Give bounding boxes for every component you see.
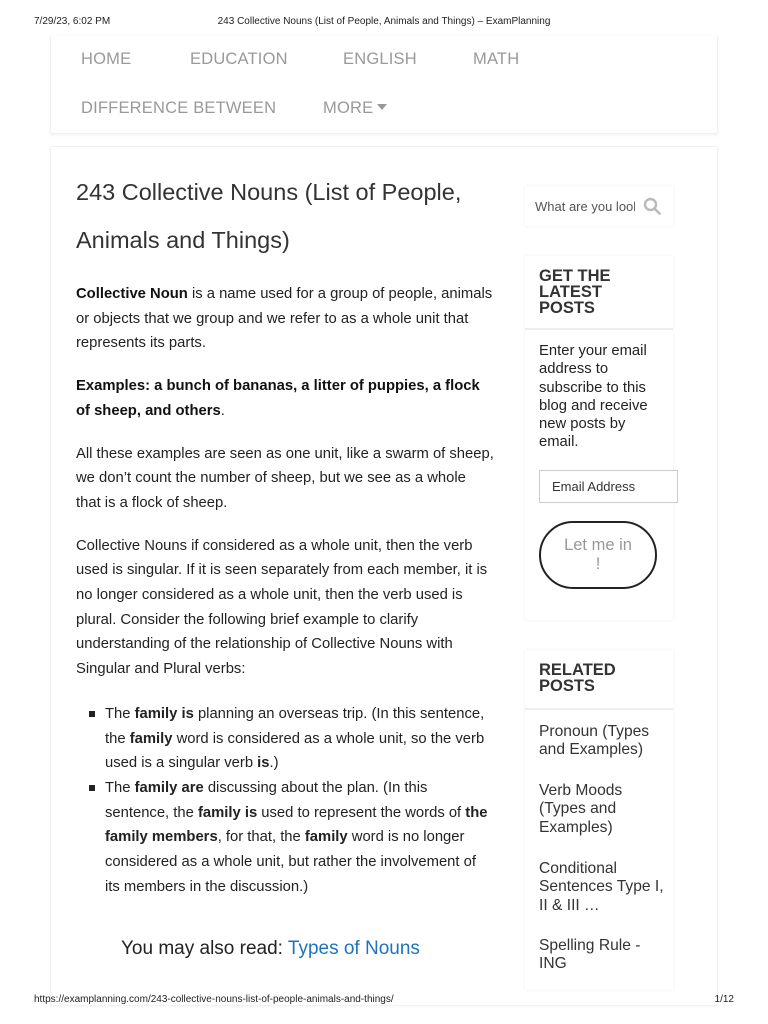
types-of-nouns-link[interactable]: Types of Nouns	[287, 938, 420, 959]
list-item: The family are discussing about the plan. (In this sentence, the family is used to represent the words of the family members, for that, the family word is no longer considered as a whole unit, but rather the involvement of its members in the discussion.)	[105, 776, 494, 900]
search-input[interactable]	[535, 196, 635, 216]
related-post-link[interactable]: Verb Moods (Types and Examples)	[539, 782, 623, 836]
search-widget	[525, 186, 673, 226]
paragraph-definition: Collective Noun is a name used for a group of people, animals or objects that we group and we refer to as a whole unit that represents its parts.	[76, 286, 493, 352]
list-item: The family is planning an overseas trip. (In this sentence, the family word is considered as a whole unit, so the verb used is a singular verb is.)	[105, 702, 494, 776]
caret-down-icon	[377, 104, 387, 110]
related-posts-widget	[525, 650, 673, 990]
related-post-link[interactable]: Pronoun (Types and Examples)	[539, 723, 650, 759]
print-header	[34, 16, 734, 30]
search-icon[interactable]	[643, 197, 661, 215]
page-url: https://examplanning.com/243-collective-nouns-list-of-people-animals-and-things/	[34, 994, 394, 1005]
term-collective-noun: Collective Noun	[76, 286, 188, 302]
paragraph-unit: All these examples are seen as one unit, like a swarm of sheep, we don’t count the number of sheep, but we see as a whole that is a flock of sheep.	[76, 445, 494, 511]
nav-math[interactable]: MATH	[473, 50, 520, 68]
related-post-link[interactable]: Spelling Rule - ING	[539, 937, 641, 973]
nav-more-label: MORE	[323, 99, 374, 117]
subscribe-title: GET THE LATEST POSTS	[539, 267, 611, 317]
subscribe-widget	[525, 256, 673, 620]
page-title: 243 Collective Nouns (List of People, Animals and Things)	[76, 179, 462, 253]
top-navigation	[50, 36, 718, 134]
related-post-link[interactable]: Conditional Sentences Type I, II & III …	[539, 860, 664, 914]
page-number: 1/12	[714, 994, 734, 1005]
divider	[525, 328, 673, 330]
related-title: RELATED POSTS	[539, 661, 616, 695]
print-datetime: 7/29/23, 6:02 PM	[34, 16, 111, 27]
paragraph-verbs: Collective Nouns if considered as a whole unit, then the verb used is singular. If it is seen separately from each member, it is no longer considered as a whole unit, then the verb used is plural. Consider the following brief example to clarify understanding of the relationship of Collective Nouns with Singular and Plural verbs:	[76, 537, 488, 678]
nav-english[interactable]: ENGLISH	[343, 50, 417, 68]
nav-home[interactable]: HOME	[81, 50, 132, 68]
print-page-title: 243 Collective Nouns (List of People, Animals and Things) – ExamPlanning	[217, 16, 551, 27]
nav-difference-between[interactable]: DIFFERENCE BETWEEN	[81, 99, 277, 117]
also-read: You may also read: Types of Nouns	[121, 938, 420, 959]
article	[76, 168, 494, 899]
nav-education[interactable]: EDUCATION	[190, 50, 288, 68]
paragraph-examples: Examples: a bunch of bananas, a litter of puppies, a flock of sheep, and others.	[76, 378, 480, 419]
divider	[525, 708, 673, 710]
nav-more[interactable]	[323, 99, 387, 118]
subscribe-button[interactable]: Let me in !	[539, 521, 657, 589]
subscribe-description: Enter your email address to subscribe to this blog and receive new posts by email.	[539, 343, 648, 451]
email-field[interactable]	[539, 470, 678, 503]
example-list	[76, 702, 494, 900]
print-footer	[34, 994, 734, 1008]
